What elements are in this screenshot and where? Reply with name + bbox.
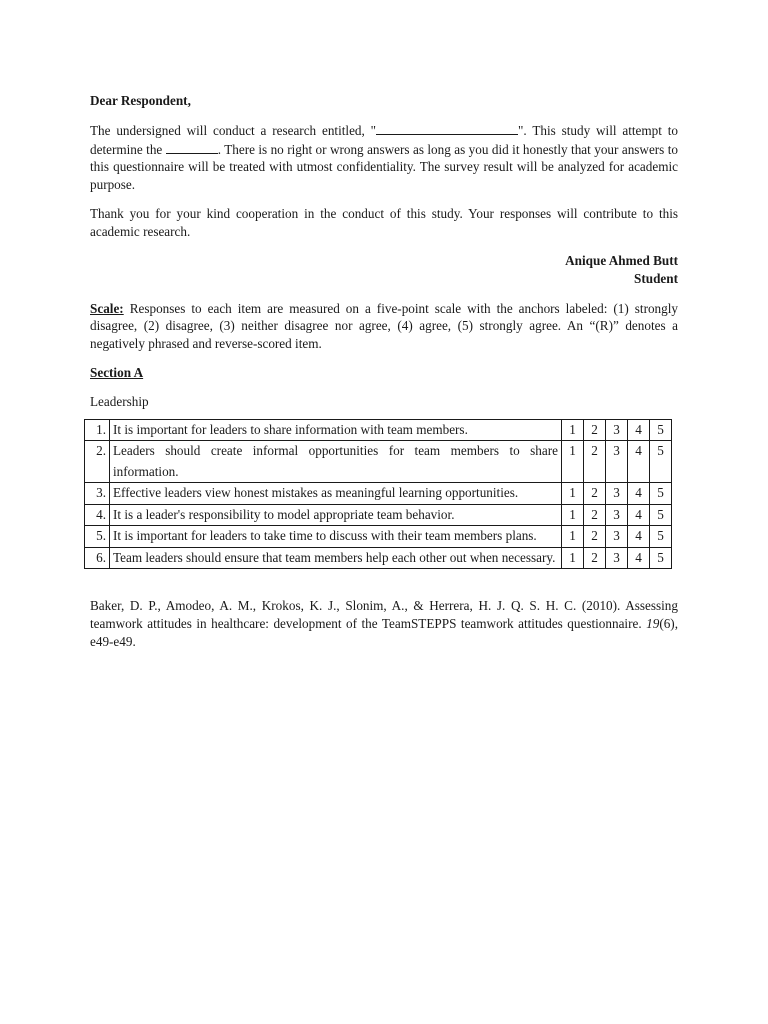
rating-option-5[interactable]: 5 <box>650 504 672 526</box>
rating-option-5[interactable]: 5 <box>650 547 672 569</box>
table-row <box>85 441 672 483</box>
thanks-paragraph: Thank you for your kind cooperation in the conduct of this study. Your responses will contribute to this academic research. <box>90 205 678 239</box>
rating-option-4[interactable]: 4 <box>628 526 650 548</box>
intro-text-part-3: . There is no right or wrong answers as long as you did it honestly that your answers to this questionnaire will be treated with utmost confidentiality. The survey result will be analyzed for academic purpose. <box>90 141 679 193</box>
section-title: Section A <box>90 364 144 380</box>
reference-pages: (6), e49-e49. <box>90 615 678 649</box>
rating-option-1[interactable]: 1 <box>562 483 584 505</box>
item-statement: Effective leaders view honest mistakes as meaningful learning opportunities. <box>110 483 562 505</box>
rating-option-4[interactable]: 4 <box>628 547 650 569</box>
rating-option-4[interactable]: 4 <box>628 504 650 526</box>
letter-page <box>90 92 678 661</box>
rating-option-1[interactable]: 1 <box>562 441 584 483</box>
questionnaire-table <box>84 419 672 570</box>
rating-option-2[interactable]: 2 <box>584 441 606 483</box>
rating-option-3[interactable]: 3 <box>606 526 628 548</box>
research-title-blank <box>376 121 518 135</box>
rating-option-2[interactable]: 2 <box>584 419 606 441</box>
rating-option-5[interactable]: 5 <box>650 526 672 548</box>
rating-option-2[interactable]: 2 <box>584 504 606 526</box>
rating-option-1[interactable]: 1 <box>562 526 584 548</box>
item-statement: It is important for leaders to share information with team members. <box>110 419 562 441</box>
scale-paragraph <box>90 300 678 353</box>
table-row <box>85 419 672 441</box>
rating-option-4[interactable]: 4 <box>628 441 650 483</box>
item-number: 5. <box>85 526 110 548</box>
item-statement: It is important for leaders to take time to discuss with their team members plans. <box>110 526 562 548</box>
reference-volume: 19 <box>646 615 660 631</box>
rating-option-3[interactable]: 3 <box>606 504 628 526</box>
item-number: 2. <box>85 441 110 483</box>
rating-option-2[interactable]: 2 <box>584 483 606 505</box>
item-number: 6. <box>85 547 110 569</box>
subsection-title: Leadership <box>90 393 149 409</box>
intro-text-part-2: ". This study will attempt to determine the <box>90 122 678 157</box>
item-statement: Leaders should create informal opportunities for team members to share information. <box>110 441 562 483</box>
signer-name: Anique Ahmed Butt <box>565 252 678 268</box>
table-row <box>85 526 672 548</box>
rating-option-5[interactable]: 5 <box>650 483 672 505</box>
table-row <box>85 547 672 569</box>
rating-option-2[interactable]: 2 <box>584 547 606 569</box>
objective-blank <box>166 140 218 154</box>
scale-text: Responses to each item are measured on a five-point scale with the anchors labeled: (1) strongly disagree, (2) disagree, (3) neither disagree nor agree, (4) agree, (5) strongly agree. An “(R)” denotes a negatively phrased and reverse-scored item. <box>90 300 678 352</box>
rating-option-5[interactable]: 5 <box>650 419 672 441</box>
table-row <box>85 504 672 526</box>
signature-block <box>90 252 678 288</box>
scale-label: Scale: <box>90 300 124 316</box>
salutation: Dear Respondent, <box>90 93 191 108</box>
reference-text: Baker, D. P., Amodeo, A. M., Krokos, K. J., Slonim, A., & Herrera, H. J. Q. S. H. C. (2010). Assessing teamwork attitudes in healthcare: development of the TeamSTEPPS teamwork attitudes questionnaire. <box>90 598 678 631</box>
item-number: 1. <box>85 419 110 441</box>
rating-option-3[interactable]: 3 <box>606 441 628 483</box>
rating-option-3[interactable]: 3 <box>606 547 628 569</box>
item-statement: It is a leader's responsibility to model appropriate team behavior. <box>110 504 562 526</box>
rating-option-2[interactable]: 2 <box>584 526 606 548</box>
rating-option-1[interactable]: 1 <box>562 504 584 526</box>
rating-option-1[interactable]: 1 <box>562 547 584 569</box>
rating-option-3[interactable]: 3 <box>606 419 628 441</box>
item-statement: Team leaders should ensure that team members help each other out when necessary. <box>110 547 562 569</box>
table-row <box>85 483 672 505</box>
item-number: 4. <box>85 504 110 526</box>
rating-option-4[interactable]: 4 <box>628 483 650 505</box>
rating-option-5[interactable]: 5 <box>650 441 672 483</box>
rating-option-1[interactable]: 1 <box>562 419 584 441</box>
intro-paragraph <box>90 121 678 194</box>
item-number: 3. <box>85 483 110 505</box>
reference-citation <box>90 597 678 650</box>
signer-role: Student <box>634 270 678 286</box>
rating-option-3[interactable]: 3 <box>606 483 628 505</box>
rating-option-4[interactable]: 4 <box>628 419 650 441</box>
intro-text-part-1: The undersigned will conduct a research entitled, " <box>90 122 377 138</box>
